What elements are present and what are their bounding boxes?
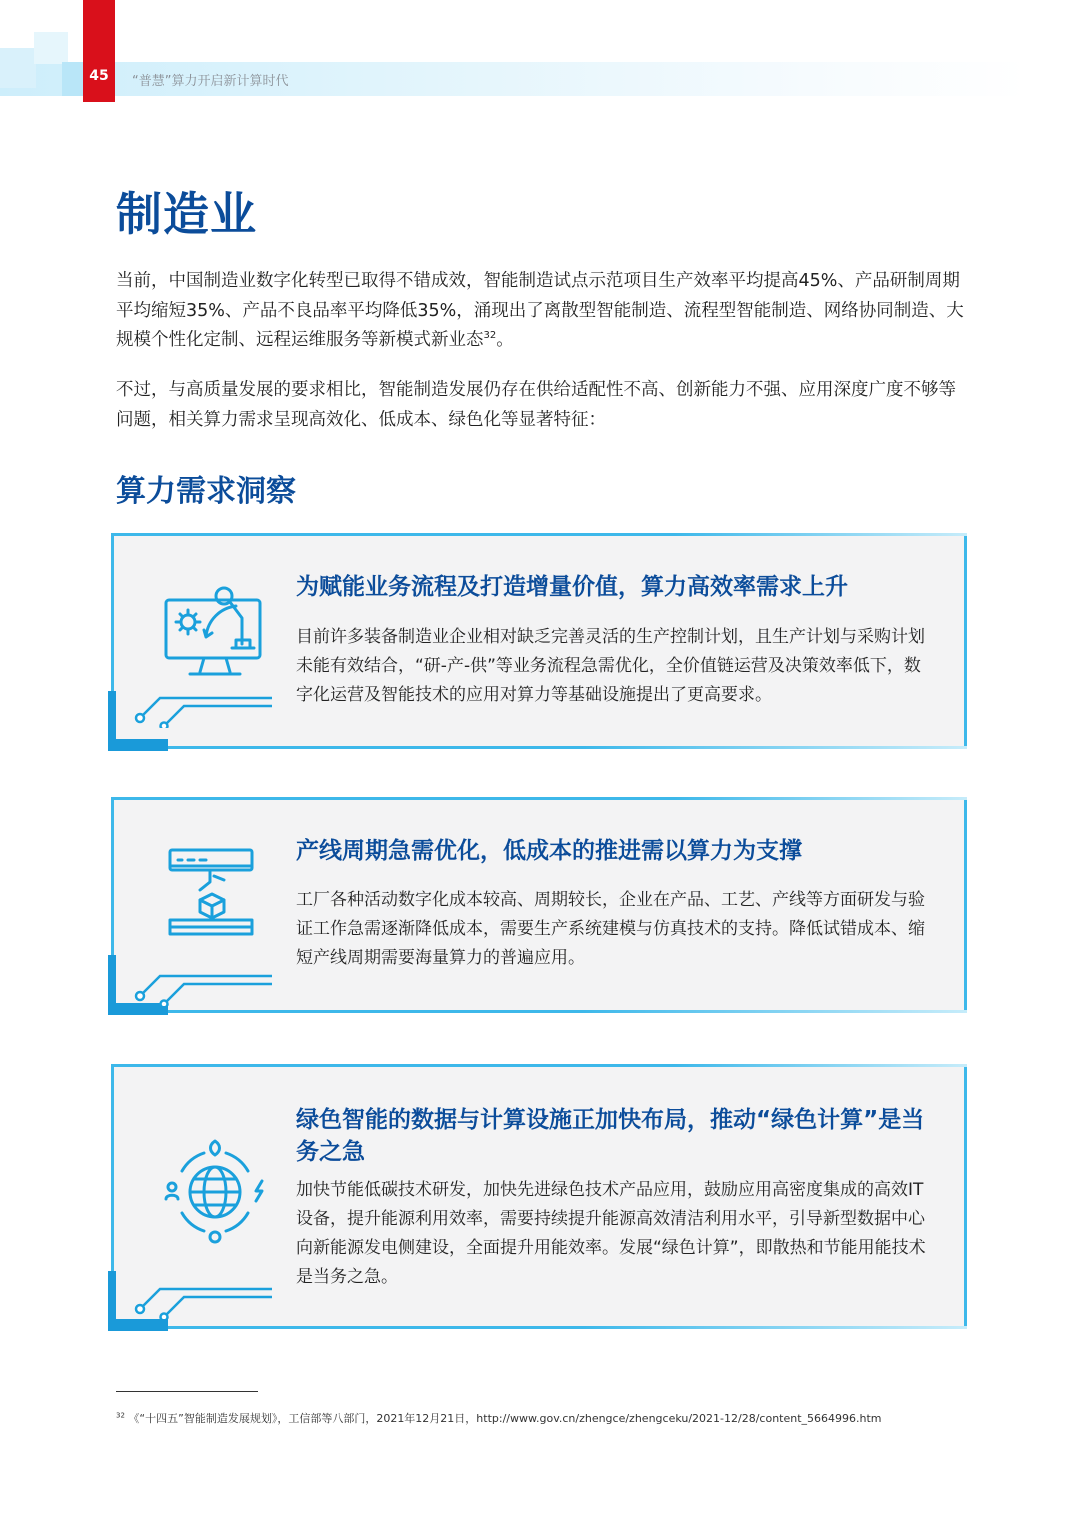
footnote xyxy=(116,1410,882,1426)
card-bottom-line xyxy=(111,1010,967,1013)
circuit-line-deco xyxy=(132,950,272,1006)
circuit-line-deco xyxy=(132,672,272,728)
card-corner-accent xyxy=(108,955,116,1015)
footnote-text[interactable]: 《“十四五”智能制造发展规划》，工信部等八部门，2021年12月21日，http://www.gov.cn/zhengce/zhengceku/2021-12/28/content_5664996.htm xyxy=(128,1412,882,1425)
header-deco-square xyxy=(34,32,68,64)
paragraph-1 xyxy=(116,267,970,356)
header-red-bar xyxy=(83,0,115,102)
card-corner-accent xyxy=(108,1271,116,1331)
card-body: 加快节能低碳技术研发，加快先进绿色技术产品应用，鼓励应用高密度集成的高效IT设备，提升能源利用效率，需要持续提升能源高效清洁利用水平，引导新型数据中心向新能源发电侧建设，全面提升用能效率。发展“绿色计算”，即散热和节能用能技术是当务之急。 xyxy=(296,1180,926,1287)
card-corner-accent xyxy=(108,691,116,751)
footnote-rule xyxy=(116,1391,258,1392)
header-deco-square xyxy=(62,62,84,96)
card-corner-accent xyxy=(108,739,168,751)
insight-card-1 xyxy=(111,533,967,749)
card-title: 为赋能业务流程及打造增量价值，算力高效率需求上升 xyxy=(296,574,848,600)
production-line-icon xyxy=(160,840,270,950)
paragraph-2: 不过，与高质量发展的要求相比，智能制造发展仍存在供给适配性不高、创新能力不强、应用深度广度不够等问题，相关算力需求呈现高效化、低成本、绿色化等显著特征： xyxy=(116,380,956,430)
card-title: 绿色智能的数据与计算设施正加快布局，推动“绿色计算”是当务之急 xyxy=(296,1107,925,1165)
robot-arm-monitor-icon xyxy=(160,576,270,686)
insight-card-2 xyxy=(111,797,967,1013)
card-corner-accent xyxy=(108,1319,168,1331)
footnote-number: 32 xyxy=(116,1411,125,1420)
subsection-title: 算力需求洞察 xyxy=(116,474,296,509)
card-title: 产线周期急需优化，低成本的推进需以算力为支撑 xyxy=(296,838,802,864)
green-globe-icon xyxy=(160,1137,270,1247)
paragraph-1-end: 。 xyxy=(496,330,514,350)
card-bottom-line xyxy=(111,746,967,749)
running-title: “普慧”算力开启新计算时代 xyxy=(132,74,289,89)
card-bottom-line xyxy=(111,1326,967,1329)
footnote-ref[interactable]: 32 xyxy=(483,330,497,342)
header-deco-square xyxy=(0,48,36,88)
page-number: 45 xyxy=(89,68,109,84)
circuit-line-deco xyxy=(132,1263,272,1319)
insight-card-3 xyxy=(111,1064,967,1329)
card-body: 目前许多装备制造业企业相对缺乏完善灵活的生产控制计划，且生产计划与采购计划未能有效结合，“研-产-供”等业务流程急需优化，全价值链运营及决策效率低下，数字化运营及智能技术的应用对算力等基础设施提出了更高要求。 xyxy=(296,627,925,705)
card-body: 工厂各种活动数字化成本较高、周期较长，企业在产品、工艺、产线等方面研发与验证工作急需逐渐降低成本，需要生产系统建模与仿真技术的支持。降低试错成本、缩短产线周期需要海量算力的普遍应用。 xyxy=(296,890,925,968)
paragraph-1-text: 当前，中国制造业数字化转型已取得不错成效，智能制造试点示范项目生产效率平均提高45%、产品研制周期平均缩短35%、产品不良品率平均降低35%，涌现出了离散型智能制造、流程型智能制造、网络协同制造、大规模个性化定制、远程运维服务等新模式新业态 xyxy=(116,271,964,350)
section-title: 制造业 xyxy=(116,187,257,241)
